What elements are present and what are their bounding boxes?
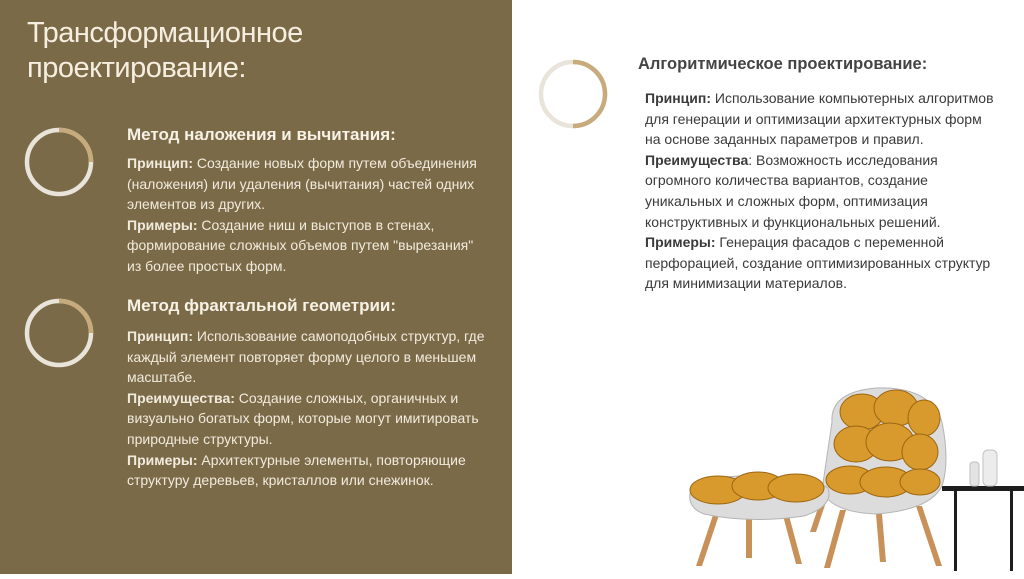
method-body [127,153,487,277]
algorithmic-heading: Алгоритмическое проектирование: [638,55,928,73]
method-heading: Метод фрактальной геометрии: [127,296,397,315]
examples-text: Создание ниш и выступов в стенах, формирование сложных объемов путем "вырезания" из более простых форм. [127,216,474,274]
advantages-label: Преимущества [645,151,749,168]
side-table [942,450,1024,571]
advantages-text: : Возможность исследования огромного количества вариантов, создание уникальных и сложных форм, оптимизация конструктивных и функциональных решений. [645,151,941,230]
principle-text: Использование самоподобных структур, где каждый элемент повторяет форму целого в меньшем масштабе. [127,328,485,386]
advantages-text: Создание сложных, органичных и визуально богатых форм, которые могут имитировать природные структуры. [127,389,479,447]
ring-progress-icon [23,126,95,198]
examples-label: Примеры: [645,234,716,251]
method-heading: Метод наложения и вычитания: [127,125,396,144]
principle-text: Создание новых форм путем объединения (наложения) или удаления (вычитания) частей одних элементов из других. [127,155,477,213]
examples-label: Примеры: [127,216,198,233]
algorithmic-body [645,88,995,294]
lounge-chair-photo [680,382,1024,574]
ring-progress-icon [23,297,95,369]
advantages-label: Преимущества: [127,389,235,406]
slide-title: Трансформационное проектирование: [27,17,303,84]
principle-label: Принцип: [645,90,712,106]
ring-progress-icon [537,58,609,130]
method-body [127,326,492,491]
principle-text: Использование компьютерных алгоритмов для генерации и оптимизации архитектурных форм на основе заданных параметров и правил. [645,90,994,148]
principle-label: Принцип: [127,328,194,344]
examples-text: Архитектурные элементы, повторяющие структуру деревьев, кристаллов или снежинок. [127,451,466,489]
chair-cushions [826,390,940,497]
examples-label: Примеры: [127,451,198,468]
principle-label: Принцип: [127,155,194,171]
examples-text: Генерация фасадов с переменной перфорацией, создание оптимизированных структур для минимизации материалов. [645,234,991,292]
ottoman-cushions [690,472,824,504]
